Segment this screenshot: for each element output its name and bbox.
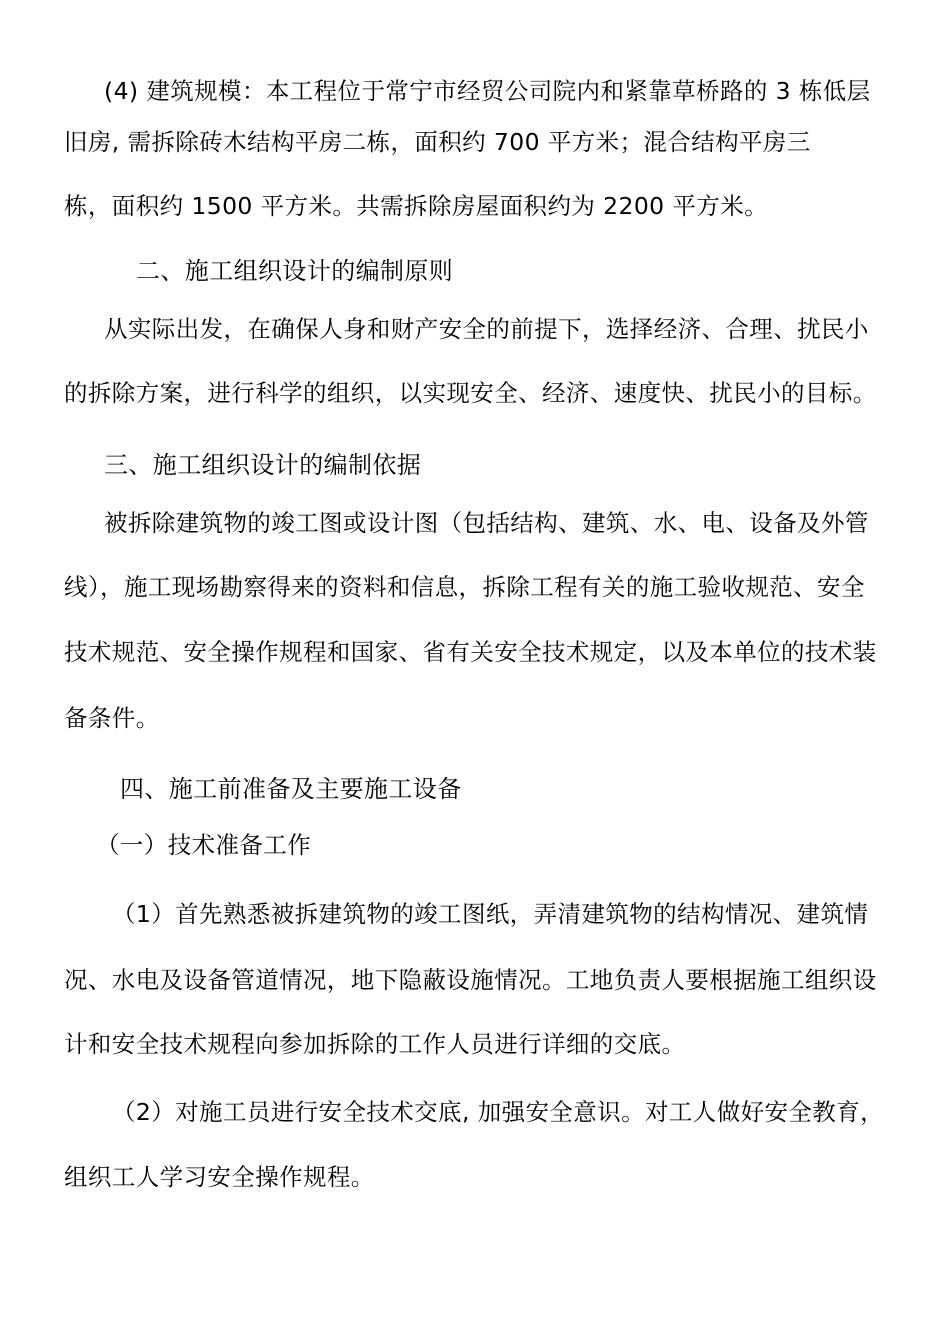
subheading-technical-preparation: （一）技术准备工作 — [96, 831, 312, 859]
paragraph-item-1-line-1: （1）首先熟悉被拆建筑物的竣工图纸，弄清建筑物的结构情况、建筑情 — [112, 900, 869, 928]
paragraph-basis-line-2: 线），施工现场勘察得来的资料和信息，拆除工程有关的施工验收规范、安全 — [64, 573, 865, 601]
paragraph-basis-line-1: 被拆除建筑物的竣工图或设计图（包括结构、建筑、水、电、设备及外管 — [104, 509, 869, 537]
paragraph-item-1-line-3: 计和安全技术规程向参加拆除的工作人员进行详细的交底。 — [64, 1030, 686, 1058]
paragraph-principles-line-2: 的拆除方案，进行科学的组织，以实现安全、经济、速度快、扰民小的目标。 — [64, 379, 877, 407]
paragraph-basis-line-4: 备条件。 — [64, 704, 160, 732]
heading-principles: 二、施工组织设计的编制原则 — [136, 257, 454, 285]
paragraph-building-scale-line-1: (4) 建筑规模：本工程位于常宁市经贸公司院内和紧靠草桥路的 3 栋低层 — [104, 77, 871, 105]
paragraph-item-2-line-2: 组织工人学习安全操作规程。 — [64, 1163, 375, 1191]
paragraph-principles-line-1: 从实际出发，在确保人身和财产安全的前提下，选择经济、合理、扰民小 — [104, 315, 869, 343]
heading-preparation: 四、施工前准备及主要施工设备 — [120, 775, 462, 803]
paragraph-item-2-line-1: （2）对施工员进行安全技术交底, 加强安全意识。对工人做好安全教育， — [112, 1098, 884, 1126]
heading-basis: 三、施工组织设计的编制依据 — [104, 451, 422, 479]
paragraph-building-scale-line-2: 旧房, 需拆除砖木结构平房二栋，面积约 700 平方米；混合结构平房三 — [64, 128, 811, 156]
paragraph-basis-line-3: 技术规范、安全操作规程和国家、省有关安全技术规定，以及本单位的技术装 — [64, 638, 877, 666]
paragraph-building-scale-line-3: 栋，面积约 1500 平方米。共需拆除房屋面积约为 2200 平方米。 — [64, 192, 768, 220]
paragraph-item-1-line-2: 况、水电及设备管道情况，地下隐蔽设施情况。工地负责人要根据施工组织设 — [64, 966, 877, 994]
